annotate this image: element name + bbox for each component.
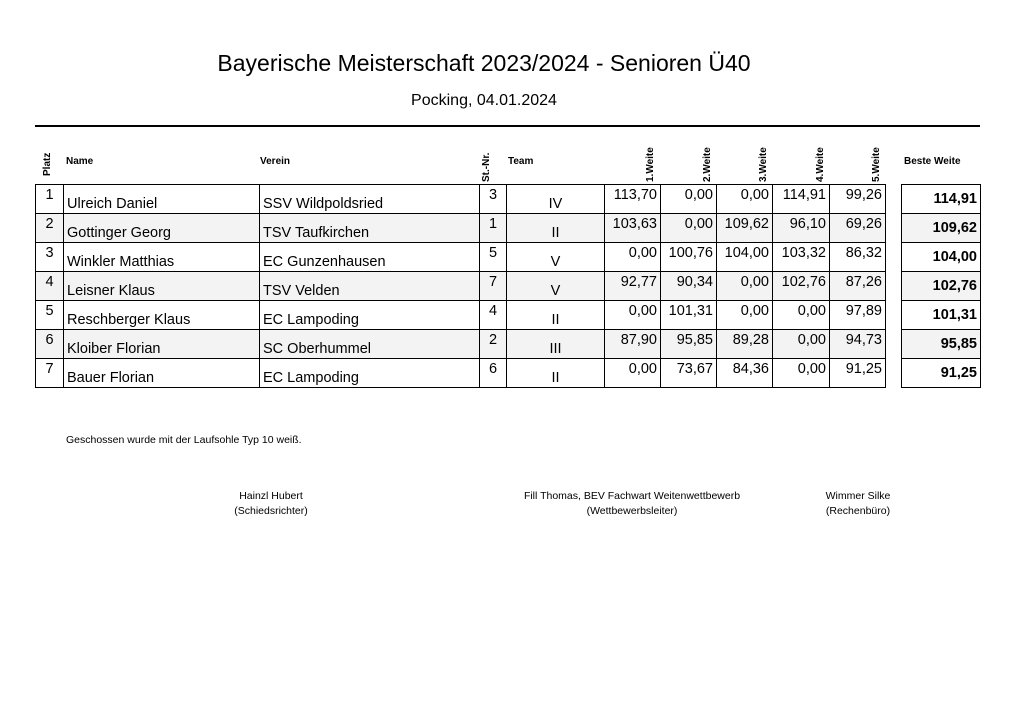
- signature-name: Hainzl Hubert: [239, 490, 303, 502]
- table-row: [36, 359, 981, 388]
- header-name: Name: [66, 156, 94, 167]
- table-row: [36, 243, 981, 272]
- cell-gap: [886, 301, 902, 330]
- cell-weite-3: 0,00: [717, 272, 773, 301]
- cell-name: Ulreich Daniel: [64, 185, 260, 214]
- cell-team: IV: [507, 185, 605, 214]
- header-team: Team: [508, 156, 534, 167]
- cell-team: II: [507, 359, 605, 388]
- cell-platz: 1: [36, 185, 64, 214]
- cell-weite-2: 90,34: [661, 272, 717, 301]
- signature-name: Wimmer Silke: [825, 490, 891, 502]
- table-row: [36, 272, 981, 301]
- header-weite-2: 2.Weite: [702, 147, 713, 182]
- cell-weite-5: 97,89: [830, 301, 886, 330]
- signature-referee: [211, 489, 331, 519]
- cell-beste-weite: 91,25: [902, 359, 981, 388]
- cell-beste-weite: 102,76: [902, 272, 981, 301]
- table-row: [36, 330, 981, 359]
- cell-st-nr: 6: [480, 359, 507, 388]
- cell-weite-3: 0,00: [717, 301, 773, 330]
- table-row: [36, 214, 981, 243]
- results-table: [35, 184, 981, 388]
- cell-weite-5: 99,26: [830, 185, 886, 214]
- signature-name: Fill Thomas, BEV Fachwart Weitenwettbewerb: [523, 490, 741, 502]
- signature-role: (Rechenbüro): [825, 505, 891, 517]
- cell-weite-1: 92,77: [605, 272, 661, 301]
- cell-verein: EC Gunzenhausen: [260, 243, 480, 272]
- header-weite-3: 3.Weite: [758, 147, 769, 182]
- cell-weite-1: 0,00: [605, 359, 661, 388]
- header-platz: Platz: [42, 152, 53, 176]
- cell-verein: EC Lampoding: [260, 301, 480, 330]
- cell-st-nr: 3: [480, 185, 507, 214]
- cell-weite-1: 0,00: [605, 243, 661, 272]
- cell-platz: 3: [36, 243, 64, 272]
- signature-office: [808, 489, 908, 519]
- cell-verein: EC Lampoding: [260, 359, 480, 388]
- header-weite-4: 4.Weite: [815, 147, 826, 182]
- title-rule: [35, 125, 980, 127]
- cell-beste-weite: 109,62: [902, 214, 981, 243]
- cell-gap: [886, 214, 902, 243]
- cell-st-nr: 4: [480, 301, 507, 330]
- cell-weite-2: 101,31: [661, 301, 717, 330]
- cell-beste-weite: 114,91: [902, 185, 981, 214]
- cell-weite-1: 0,00: [605, 301, 661, 330]
- cell-team: V: [507, 272, 605, 301]
- cell-gap: [886, 185, 902, 214]
- signature-role: (Wettbewerbsleiter): [586, 505, 678, 517]
- footnote: Geschossen wurde mit der Laufsohle Typ 10 weiß.: [66, 434, 302, 446]
- table-row: [36, 185, 981, 214]
- cell-weite-4: 0,00: [773, 301, 830, 330]
- cell-weite-2: 95,85: [661, 330, 717, 359]
- header-beste-weite: Beste Weite: [904, 156, 961, 167]
- cell-weite-4: 103,32: [773, 243, 830, 272]
- cell-platz: 5: [36, 301, 64, 330]
- cell-platz: 6: [36, 330, 64, 359]
- header-st-nr: St.-Nr.: [481, 152, 492, 182]
- signature-role: (Schiedsrichter): [234, 505, 308, 517]
- page-subtitle: Pocking, 04.01.2024: [411, 92, 557, 109]
- cell-weite-4: 96,10: [773, 214, 830, 243]
- cell-team: III: [507, 330, 605, 359]
- cell-name: Gottinger Georg: [64, 214, 260, 243]
- cell-name: Reschberger Klaus: [64, 301, 260, 330]
- cell-platz: 2: [36, 214, 64, 243]
- page-title: Bayerische Meisterschaft 2023/2024 - Senioren Ü40: [217, 50, 751, 76]
- cell-beste-weite: 95,85: [902, 330, 981, 359]
- cell-weite-4: 114,91: [773, 185, 830, 214]
- cell-gap: [886, 243, 902, 272]
- cell-gap: [886, 359, 902, 388]
- cell-name: Winkler Matthias: [64, 243, 260, 272]
- cell-weite-2: 0,00: [661, 214, 717, 243]
- cell-weite-3: 84,36: [717, 359, 773, 388]
- cell-team: V: [507, 243, 605, 272]
- cell-weite-4: 0,00: [773, 330, 830, 359]
- cell-weite-2: 73,67: [661, 359, 717, 388]
- cell-platz: 7: [36, 359, 64, 388]
- cell-beste-weite: 104,00: [902, 243, 981, 272]
- cell-name: Kloiber Florian: [64, 330, 260, 359]
- header-verein: Verein: [260, 156, 291, 167]
- cell-weite-4: 102,76: [773, 272, 830, 301]
- cell-weite-2: 100,76: [661, 243, 717, 272]
- signature-competition-lead: [502, 489, 762, 519]
- cell-team: II: [507, 214, 605, 243]
- cell-st-nr: 2: [480, 330, 507, 359]
- cell-st-nr: 7: [480, 272, 507, 301]
- cell-weite-1: 87,90: [605, 330, 661, 359]
- cell-verein: TSV Taufkirchen: [260, 214, 480, 243]
- header-weite-1: 1.Weite: [645, 147, 656, 182]
- cell-verein: SSV Wildpoldsried: [260, 185, 480, 214]
- cell-weite-2: 0,00: [661, 185, 717, 214]
- cell-weite-5: 94,73: [830, 330, 886, 359]
- cell-st-nr: 5: [480, 243, 507, 272]
- cell-gap: [886, 330, 902, 359]
- cell-weite-3: 89,28: [717, 330, 773, 359]
- cell-gap: [886, 272, 902, 301]
- cell-st-nr: 1: [480, 214, 507, 243]
- table-row: [36, 301, 981, 330]
- cell-name: Leisner Klaus: [64, 272, 260, 301]
- cell-weite-3: 0,00: [717, 185, 773, 214]
- cell-weite-1: 103,63: [605, 214, 661, 243]
- cell-weite-4: 0,00: [773, 359, 830, 388]
- cell-name: Bauer Florian: [64, 359, 260, 388]
- cell-weite-3: 109,62: [717, 214, 773, 243]
- cell-verein: SC Oberhummel: [260, 330, 480, 359]
- cell-platz: 4: [36, 272, 64, 301]
- cell-weite-5: 86,32: [830, 243, 886, 272]
- cell-weite-1: 113,70: [605, 185, 661, 214]
- cell-team: II: [507, 301, 605, 330]
- header-weite-5: 5.Weite: [871, 147, 882, 182]
- cell-weite-5: 69,26: [830, 214, 886, 243]
- cell-weite-3: 104,00: [717, 243, 773, 272]
- cell-verein: TSV Velden: [260, 272, 480, 301]
- cell-weite-5: 87,26: [830, 272, 886, 301]
- cell-beste-weite: 101,31: [902, 301, 981, 330]
- cell-weite-5: 91,25: [830, 359, 886, 388]
